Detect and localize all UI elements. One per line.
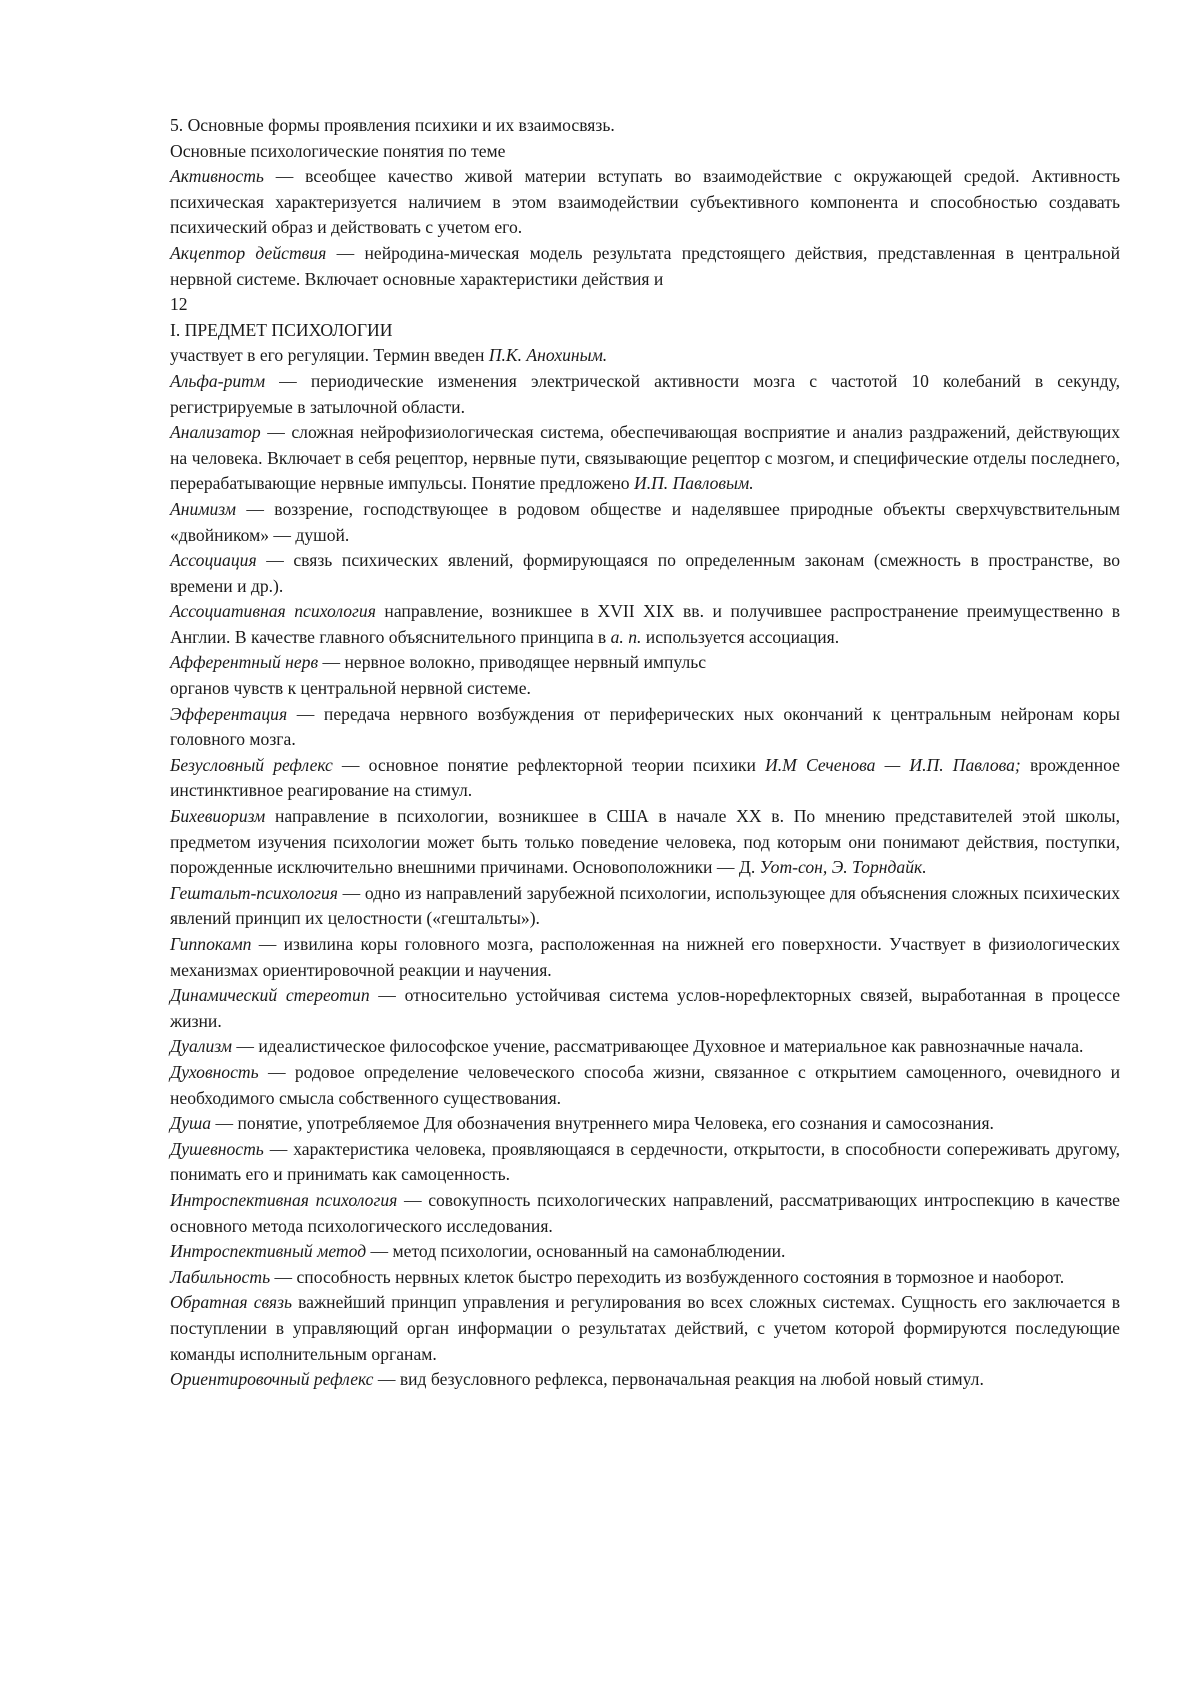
entry-italic-ref: И.М Сеченова — И.П. Павлова; bbox=[765, 755, 1021, 775]
entry-definition: органов чувств к центральной нервной системе. bbox=[170, 678, 531, 698]
entry-term: Афферентный нерв bbox=[170, 652, 318, 672]
entry-definition: направление, возникшее в XVII XIX вв. и получившее распространение преимущественно в Англии. В качестве главного объяснительного принципа в bbox=[170, 601, 1120, 647]
entry-term: Эфферентация bbox=[170, 704, 287, 724]
entry-definition: — основное понятие рефлекторной теории психики bbox=[333, 755, 765, 775]
glossary-entry bbox=[170, 599, 1120, 650]
glossary-before-break bbox=[170, 164, 1120, 292]
page-number: 12 bbox=[170, 292, 1120, 318]
entry-term: Гештальт-психология bbox=[170, 883, 338, 903]
continuation-text: участвует в его регуляции. Термин введен bbox=[170, 345, 489, 365]
continuation-paragraph bbox=[170, 343, 1120, 369]
entry-term: Ассоциативная психология bbox=[170, 601, 376, 621]
entry-definition: — периодические изменения электрической активности мозга с частотой 10 колебаний в секунду, регистрируемые в затылочной области. bbox=[170, 371, 1120, 417]
glossary-entry bbox=[170, 1137, 1120, 1188]
entry-term: Активность bbox=[170, 166, 264, 186]
entry-definition: важнейший принцип управления и регулирования во всех сложных системах. Сущность его заключается в поступлении в управляющий орган информации о результатах действий, с учетом которой формируются последующие команды исполнительным органам. bbox=[170, 1292, 1120, 1363]
entry-definition: — воззрение, господствующее в родовом обществе и наделявшее природные объекты сверхчувствительным «двойником» — душой. bbox=[170, 499, 1120, 545]
glossary-entry bbox=[170, 650, 1120, 676]
glossary-entry bbox=[170, 497, 1120, 548]
entry-definition: — нервное волокно, приводящее нервный импульс bbox=[318, 652, 706, 672]
entry-term: Интроспективный метод bbox=[170, 1241, 366, 1261]
entry-definition-tail: врожденное инстинктивное реагирование на стимул. bbox=[170, 755, 1120, 801]
glossary-entry bbox=[170, 1265, 1120, 1291]
entry-definition: — сложная нейрофизиологическая система, обеспечивающая восприятие и анализ раздражений, действующих на человека. Включает в себя рецептор, нервные пути, связывающие рецептор с мозгом, и специфические отделы последнего, перерабатывающие нервные импульсы. Понятие предложено bbox=[170, 422, 1120, 493]
entry-italic-ref: а. п. bbox=[611, 627, 642, 647]
entry-term: Гиппокамп bbox=[170, 934, 251, 954]
entry-term: Интроспективная психология bbox=[170, 1190, 397, 1210]
entry-term: Обратная связь bbox=[170, 1292, 292, 1312]
entry-definition: — понятие, употребляемое Для обозначения внутреннего мира Человека, его сознания и самосознания. bbox=[211, 1113, 994, 1133]
glossary-entry bbox=[170, 1111, 1120, 1137]
entry-term: Душевность bbox=[170, 1139, 264, 1159]
entry-term: Динамический стереотип bbox=[170, 985, 370, 1005]
glossary-entry bbox=[170, 1367, 1120, 1393]
entry-definition: направление в психологии, возникшее в США в начале XX в. По мнению представителей этой школы, предметом изучения психологии может быть только поведение человека, под которым они понимают действия, поступки, порожденные исключительно внешними причинами. Основоположники — Д. bbox=[170, 806, 1120, 877]
entry-definition: — совокупность психологических направлений, рассматривающих интроспекцию в качестве основного метода психологического исследования. bbox=[170, 1190, 1120, 1236]
continuation-author: П.К. Анохиным. bbox=[489, 345, 607, 365]
entry-term: Лабильность bbox=[170, 1267, 270, 1287]
entry-definition: — родовое определение человеческого способа жизни, связанное с открытием самоценного, очевидного и необходимого смысла собственного существования. bbox=[170, 1062, 1120, 1108]
entry-definition: — метод психологии, основанный на самонаблюдении. bbox=[366, 1241, 785, 1261]
entry-definition: — вид безусловного рефлекса, первоначальная реакция на любой новый стимул. bbox=[373, 1369, 983, 1389]
glossary-entry bbox=[170, 932, 1120, 983]
entry-definition: — извилина коры головного мозга, расположенная на нижней его поверхности. Участвует в физиологических механизмах ориентировочной реакции и научения. bbox=[170, 934, 1120, 980]
glossary-entry bbox=[170, 702, 1120, 753]
section-heading: 5. Основные формы проявления психики и их взаимосвязь. bbox=[170, 113, 1120, 139]
glossary-entry bbox=[170, 881, 1120, 932]
document-page bbox=[170, 113, 1120, 1393]
entry-term: Анимизм bbox=[170, 499, 236, 519]
entry-italic-ref: И.П. Павловым. bbox=[634, 473, 754, 493]
glossary-entry bbox=[170, 1034, 1120, 1060]
entry-term: Анализатор bbox=[170, 422, 261, 442]
glossary-entry bbox=[170, 420, 1120, 497]
glossary-entry bbox=[170, 241, 1120, 292]
entry-term: Дуализм bbox=[170, 1036, 232, 1056]
entry-term: Ориентировочный рефлекс bbox=[170, 1369, 373, 1389]
entry-term: Душа bbox=[170, 1113, 211, 1133]
entry-definition: — нейродина-мическая модель результата предстоящего действия, представленная в центральной нервной системе. Включает основные характеристики действия и bbox=[170, 243, 1120, 289]
subheading: Основные психологические понятия по теме bbox=[170, 139, 1120, 165]
entry-term: Ассоциация bbox=[170, 550, 257, 570]
glossary-entry bbox=[170, 804, 1120, 881]
glossary-entry bbox=[170, 676, 1120, 702]
entry-definition: — относительно устойчивая система услов-норефлекторных связей, выработанная в процессе жизни. bbox=[170, 985, 1120, 1031]
entry-definition: — способность нервных клеток быстро переходить из возбужденного состояния в тормозное и наоборот. bbox=[270, 1267, 1064, 1287]
glossary-entry bbox=[170, 1290, 1120, 1367]
entry-definition: — передача нервного возбуждения от периферических ных окончаний к центральным нейронам коры головного мозга. bbox=[170, 704, 1120, 750]
entry-term: Духовность bbox=[170, 1062, 259, 1082]
glossary-entry bbox=[170, 369, 1120, 420]
glossary-entry bbox=[170, 164, 1120, 241]
entry-term: Акцептор действия bbox=[170, 243, 326, 263]
entry-italic-ref: Уот-сон, Э. Торндайк. bbox=[760, 857, 927, 877]
entry-definition: — идеалистическое философское учение, рассматривающее Духовное и материальное как равнозначные начала. bbox=[232, 1036, 1084, 1056]
entry-definition: — одно из направлений зарубежной психологии, использующее для объяснения сложных психических явлений принцип их целостности («гештальты»). bbox=[170, 883, 1120, 929]
glossary-list bbox=[170, 369, 1120, 1393]
glossary-entry bbox=[170, 548, 1120, 599]
entry-term: Безусловный рефлекс bbox=[170, 755, 333, 775]
glossary-entry bbox=[170, 1060, 1120, 1111]
entry-term: Бихевиоризм bbox=[170, 806, 265, 826]
entry-definition-tail: используется ассоциация. bbox=[641, 627, 839, 647]
entry-definition: — всеобщее качество живой материи вступать во взаимодействие с окружающей средой. Активность психическая характеризуется наличием в этом взаимодействии субъективного компонента и способностью создавать психический образ и действовать с учетом его. bbox=[170, 166, 1120, 237]
entry-definition: — характеристика человека, проявляющаяся в сердечности, открытости, в способности сопереживать другому, понимать его и принимать как самоценность. bbox=[170, 1139, 1120, 1185]
chapter-title: I. ПРЕДМЕТ ПСИХОЛОГИИ bbox=[170, 318, 1120, 344]
glossary-entry bbox=[170, 1188, 1120, 1239]
entry-definition: — связь психических явлений, формирующаяся по определенным законам (смежность в пространстве, во времени и др.). bbox=[170, 550, 1120, 596]
entry-term: Альфа-ритм bbox=[170, 371, 265, 391]
glossary-entry bbox=[170, 1239, 1120, 1265]
glossary-entry bbox=[170, 983, 1120, 1034]
glossary-entry bbox=[170, 753, 1120, 804]
